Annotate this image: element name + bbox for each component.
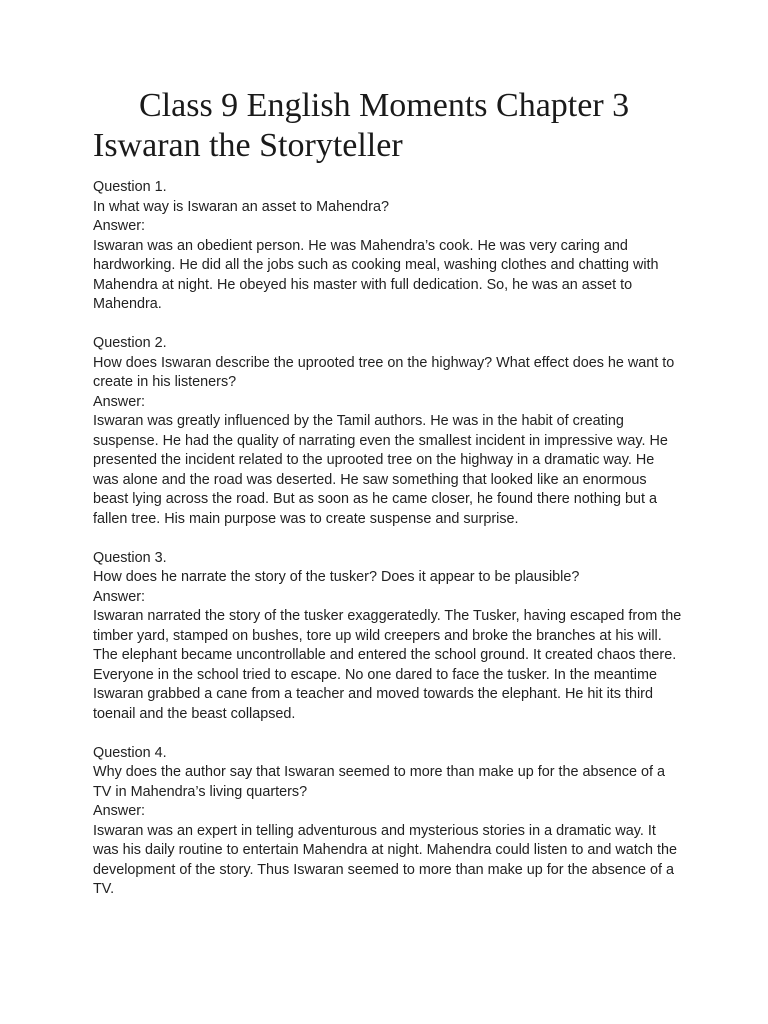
answer-text: Iswaran was an expert in telling adventurous and mysterious stories in a dramatic way. It was his daily routine to entertain Mahendra at night. Mahendra could listen to and watch the development of the story. Thus Iswaran seemed to more than make up for the absence of a TV. <box>93 822 677 897</box>
answer-label: Answer: <box>93 803 145 819</box>
question-label: Question 2. <box>93 335 167 351</box>
question-text: How does Iswaran describe the uprooted tree on the highway? What effect does he want to create in his listeners? <box>93 354 675 390</box>
question-text: How does he narrate the story of the tusker? Does it appear to be plausible? <box>93 569 580 585</box>
question-label: Question 1. <box>93 179 167 195</box>
question-label: Question 3. <box>93 549 167 566</box>
answer-label: Answer: <box>93 393 145 410</box>
document-title: Class 9 English Moments Chapter 3 Iswaran the Storyteller <box>93 87 630 164</box>
question-text: In what way is Iswaran an asset to Mahendra? <box>93 198 389 215</box>
qa-item-1 <box>93 178 683 315</box>
question-label: Question 4. <box>93 744 167 761</box>
question-text: Why does the author say that Iswaran seemed to more than make up for the absence of a TV in Mahendra’s living quarters? <box>93 764 665 800</box>
answer-text: Iswaran was an obedient person. He was Mahendra’s cook. He was very caring and hardworking. He did all the jobs such as cooking meal, washing clothes and chatting with Mahendra at night. He obeyed his master with full dedication. So, he was an asset to Mahendra. <box>93 237 659 312</box>
qa-list <box>93 178 683 919</box>
answer-text: Iswaran narrated the story of the tusker exaggeratedly. The Tusker, having escaped from the timber yard, stamped on bushes, tore up wild creepers and broke the branches at his will. The elephant became uncontrollable and entered the school ground. It created chaos there. Everyone in the school tried to escape. No one dared to face the tusker. In the meantime Iswaran grabbed a cane from a teacher and moved towards the elephant. He hit its third toenail and the beast collapsed. <box>93 608 682 722</box>
answer-label: Answer: <box>93 218 145 234</box>
qa-item-3 <box>93 549 683 725</box>
qa-item-4 <box>93 744 683 900</box>
answer-label: Answer: <box>93 588 145 605</box>
qa-item-2 <box>93 334 683 529</box>
answer-text: Iswaran was greatly influenced by the Tamil authors. He was in the habit of creating suspense. He had the quality of narrating even the smallest incident in impressive way. He presented the incident related to the uprooted tree on the highway in a dramatic way. He was alone and the road was deserted. He saw something that looked like an enormous beast lying across the road. But as soon as he came closer, he found there nothing but a fallen tree. His main purpose was to create suspense and surprise. <box>93 413 668 527</box>
